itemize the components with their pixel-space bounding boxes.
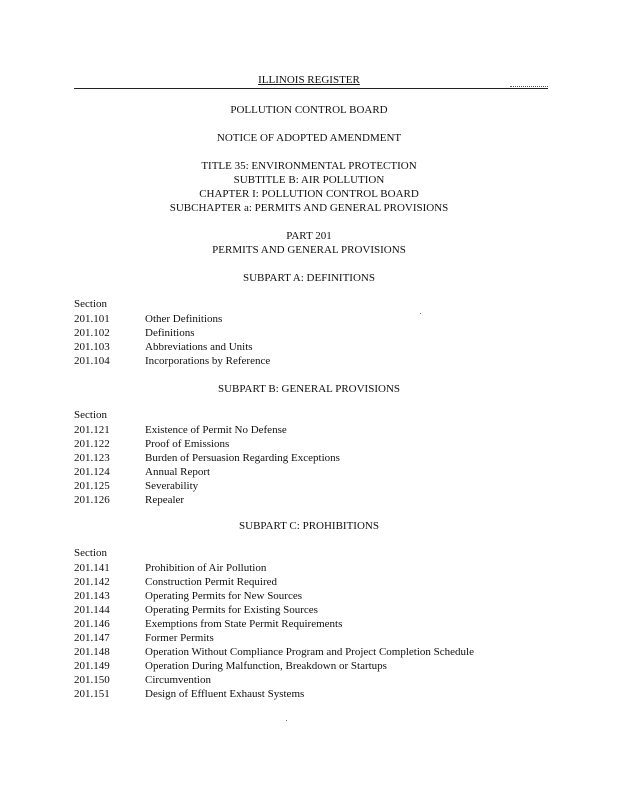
list-item: 201.103 Abbreviations and Units [74, 341, 253, 353]
list-item: 201.150 Circumvention [74, 674, 211, 686]
header-rule-tail [510, 86, 548, 87]
list-item: 201.123 Burden of Persuasion Regarding Exceptions [74, 452, 340, 464]
part-name: PERMITS AND GENERAL PROVISIONS [212, 244, 406, 256]
list-item: 201.104 Incorporations by Reference [74, 355, 271, 367]
list-item: 201.146 Exemptions from State Permit Requirements [74, 618, 343, 630]
board-name: POLLUTION CONTROL BOARD [230, 104, 388, 116]
subtitle-line: SUBTITLE B: AIR POLLUTION [233, 174, 385, 186]
section-label: Section [74, 298, 107, 310]
list-item: 201.142 Construction Permit Required [74, 576, 277, 588]
list-item: 201.147 Former Permits [74, 632, 214, 644]
list-item: 201.121 Existence of Permit No Defense [74, 424, 287, 436]
section-label: Section [74, 547, 107, 559]
chapter-line: CHAPTER I: POLLUTION CONTROL BOARD [199, 188, 419, 200]
subpart-heading: SUBPART C: PROHIBITIONS [239, 520, 379, 532]
section-label: Section [74, 409, 107, 421]
list-item: 201.151 Design of Effluent Exhaust Systems [74, 688, 305, 700]
list-item: 201.149 Operation During Malfunction, Breakdown or Startups [74, 660, 387, 672]
header-rule [74, 88, 548, 89]
list-item: 201.144 Operating Permits for Existing Sources [74, 604, 318, 616]
list-item: 201.122 Proof of Emissions [74, 438, 230, 450]
list-item: 201.101 Other Definitions [74, 313, 223, 325]
register-title: ILLINOIS REGISTER [258, 74, 360, 86]
scan-speck [420, 313, 421, 314]
notice-title: NOTICE OF ADOPTED AMENDMENT [216, 132, 402, 144]
list-item: 201.124 Annual Report [74, 466, 211, 478]
subpart-heading: SUBPART B: GENERAL PROVISIONS [218, 383, 400, 395]
list-item: 201.143 Operating Permits for New Sources [74, 590, 303, 602]
subchapter-line: SUBCHAPTER a: PERMITS AND GENERAL PROVISIONS [169, 202, 449, 214]
subpart-heading: SUBPART A: DEFINITIONS [243, 272, 375, 284]
list-item: 201.126 Repealer [74, 494, 185, 506]
part-number: PART 201 [286, 230, 332, 242]
list-item: 201.148 Operation Without Compliance Program and Project Completion Schedule [74, 646, 474, 658]
list-item: 201.141 Prohibition of Air Pollution [74, 562, 267, 574]
title-line: TITLE 35: ENVIRONMENTAL PROTECTION [201, 160, 417, 172]
list-item: 201.125 Severability [74, 480, 199, 492]
scan-speck [286, 720, 287, 721]
list-item: 201.102 Definitions [74, 327, 195, 339]
